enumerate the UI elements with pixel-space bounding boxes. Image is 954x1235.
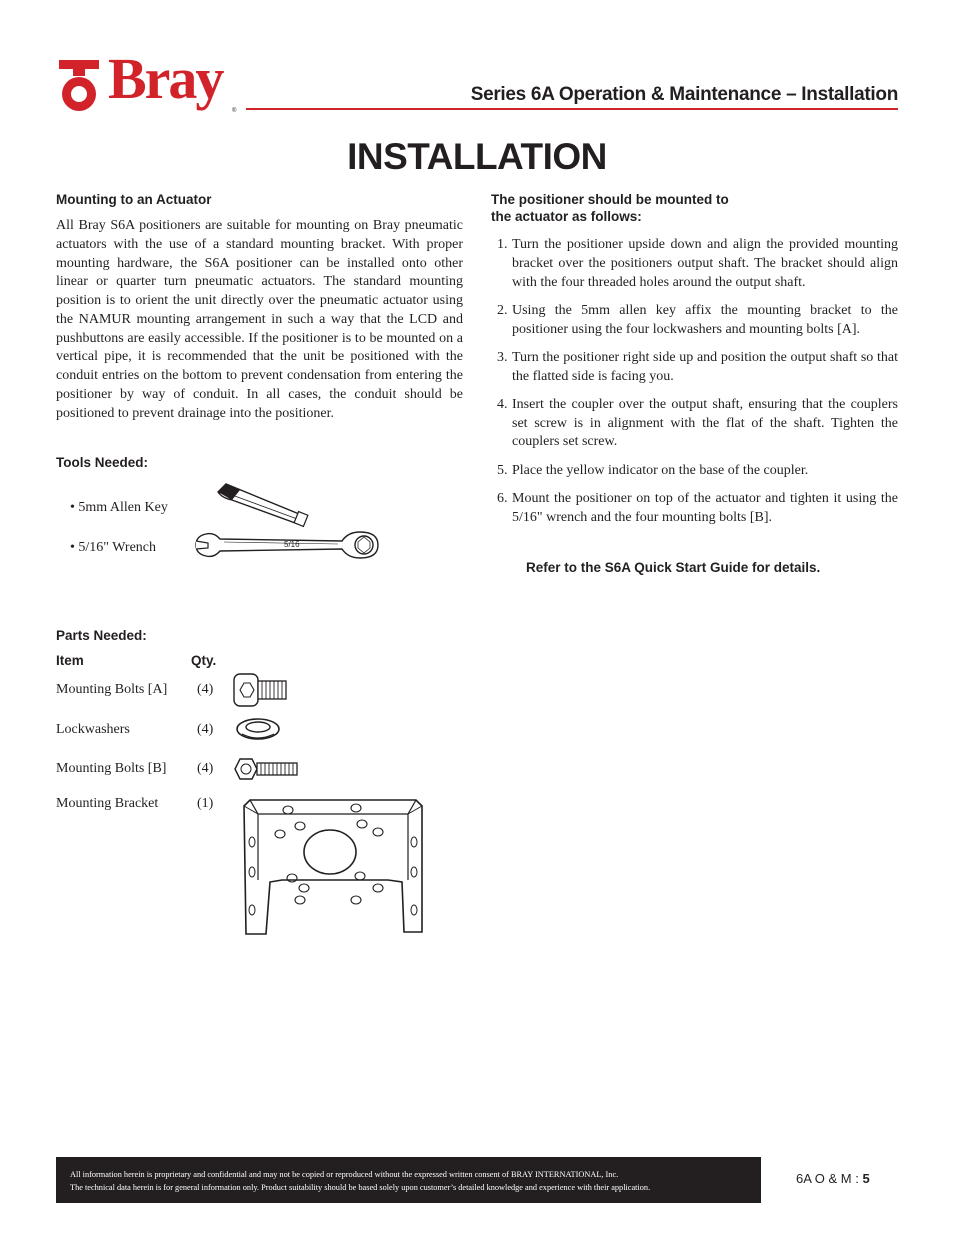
part-name-bracket: Mounting Bracket — [56, 796, 159, 811]
step-number: 4. — [497, 396, 508, 412]
quick-start-reference: Refer to the S6A Quick Start Guide for details. — [526, 560, 821, 575]
step-text: Insert the coupler over the output shaft, ensuring that the couplers set screw is in alignment with the flat of the shaft. Tighten the couplers set screw. — [512, 396, 898, 450]
step-6 — [491, 490, 898, 528]
part-qty-bolts-b: (4) — [197, 761, 214, 776]
allen-key-icon — [212, 478, 312, 528]
step-2 — [491, 302, 898, 340]
bray-logo-mark-icon — [56, 60, 104, 112]
step-1 — [491, 236, 898, 292]
part-qty-lockwashers: (4) — [197, 722, 214, 737]
page-ref-prefix: 6A O & M : — [796, 1171, 863, 1186]
step-number: 5. — [497, 462, 508, 478]
step-3 — [491, 349, 898, 387]
brand-wordmark: Bray — [108, 46, 223, 111]
mounting-heading: Mounting to an Actuator — [56, 192, 212, 207]
registered-mark: ® — [232, 108, 237, 114]
wrench-icon — [192, 524, 382, 564]
part-qty-bracket: (1) — [197, 796, 214, 811]
mounting-bracket-icon — [230, 792, 440, 942]
tool-item-wrench: • 5/16" Wrench — [70, 540, 156, 555]
lockwasher-icon — [234, 714, 284, 744]
parts-heading: Parts Needed: — [56, 628, 147, 643]
header-rule — [246, 108, 898, 110]
disclaimer-line-1: All information herein is proprietary and confidential and may not be copied or reproduced without the expressed written consent of BRAY INTERNATIONAL, Inc. — [70, 1170, 619, 1179]
wrench-marking: 5/16 — [284, 540, 300, 549]
footer-disclaimer — [56, 1157, 761, 1203]
socket-cap-bolt-icon — [232, 670, 292, 710]
step-5 — [491, 462, 898, 481]
step-text: Mount the positioner on top of the actuator and tighten it using the 5/16" wrench and the four mounting bolts [B]. — [512, 490, 898, 525]
step-number: 2. — [497, 302, 508, 318]
parts-col-item: Item — [56, 653, 84, 668]
steps-heading-line2: the actuator as follows: — [491, 209, 642, 224]
part-name-bolts-b: Mounting Bolts [B] — [56, 761, 167, 776]
installation-steps — [491, 236, 898, 537]
part-name-bolts-a: Mounting Bolts [A] — [56, 682, 168, 697]
bray-logo — [56, 46, 246, 116]
step-number: 6. — [497, 490, 508, 506]
hex-bolt-icon — [232, 754, 302, 784]
disclaimer-line-2: The technical data herein is for general information only. Product suitability should be based solely upon customer’s detailed knowledge and experience with their application. — [70, 1183, 651, 1192]
step-4 — [491, 396, 898, 452]
steps-heading-line1: The positioner should be mounted to — [491, 192, 729, 207]
step-text: Using the 5mm allen key affix the mounting bracket to the positioner using the four lockwashers and mounting bolts [A]. — [512, 302, 898, 337]
step-text: Turn the positioner upside down and align the provided mounting bracket over the positioners output shaft. The bracket should align with the four threaded holes around the output shaft. — [512, 237, 898, 290]
tool-item-allen-key: • 5mm Allen Key — [70, 500, 168, 515]
tools-heading: Tools Needed: — [56, 455, 149, 470]
step-text: Place the yellow indicator on the base of the coupler. — [512, 462, 809, 478]
step-text: Turn the positioner right side up and position the output shaft so that the flatted side is facing you. — [512, 349, 898, 384]
step-number: 3. — [497, 349, 508, 365]
step-number: 1. — [497, 237, 508, 252]
page-title: INSTALLATION — [347, 136, 607, 177]
part-name-lockwashers: Lockwashers — [56, 722, 130, 737]
mounting-paragraph: All Bray S6A positioners are suitable for mounting on Bray pneumatic actuators with the use of a standard mounting bracket. With proper mounting hardware, the S6A positioner can be installed onto other linear or quarter turn pneumatic actuators. The standard mounting position is to orient the unit directly over the pneumatic actuator using the NAMUR mounting arrangement in such a way that the LCD and pushbuttons are easily accessible. If the positioner is to be mounted on a vertical pipe, it is recommended that the unit be positioned with the conduit entries on the bottom to prevent condensation from entering the positioner by way of conduit. In all cases, the conduit should be positioned to prevent drainage into the positioner. — [56, 218, 463, 421]
parts-col-qty: Qty. — [191, 653, 217, 668]
page-reference — [796, 1171, 870, 1186]
page-number: 5 — [862, 1171, 870, 1186]
header-title: Series 6A Operation & Maintenance – Installation — [470, 84, 898, 105]
part-qty-bolts-a: (4) — [197, 682, 214, 697]
